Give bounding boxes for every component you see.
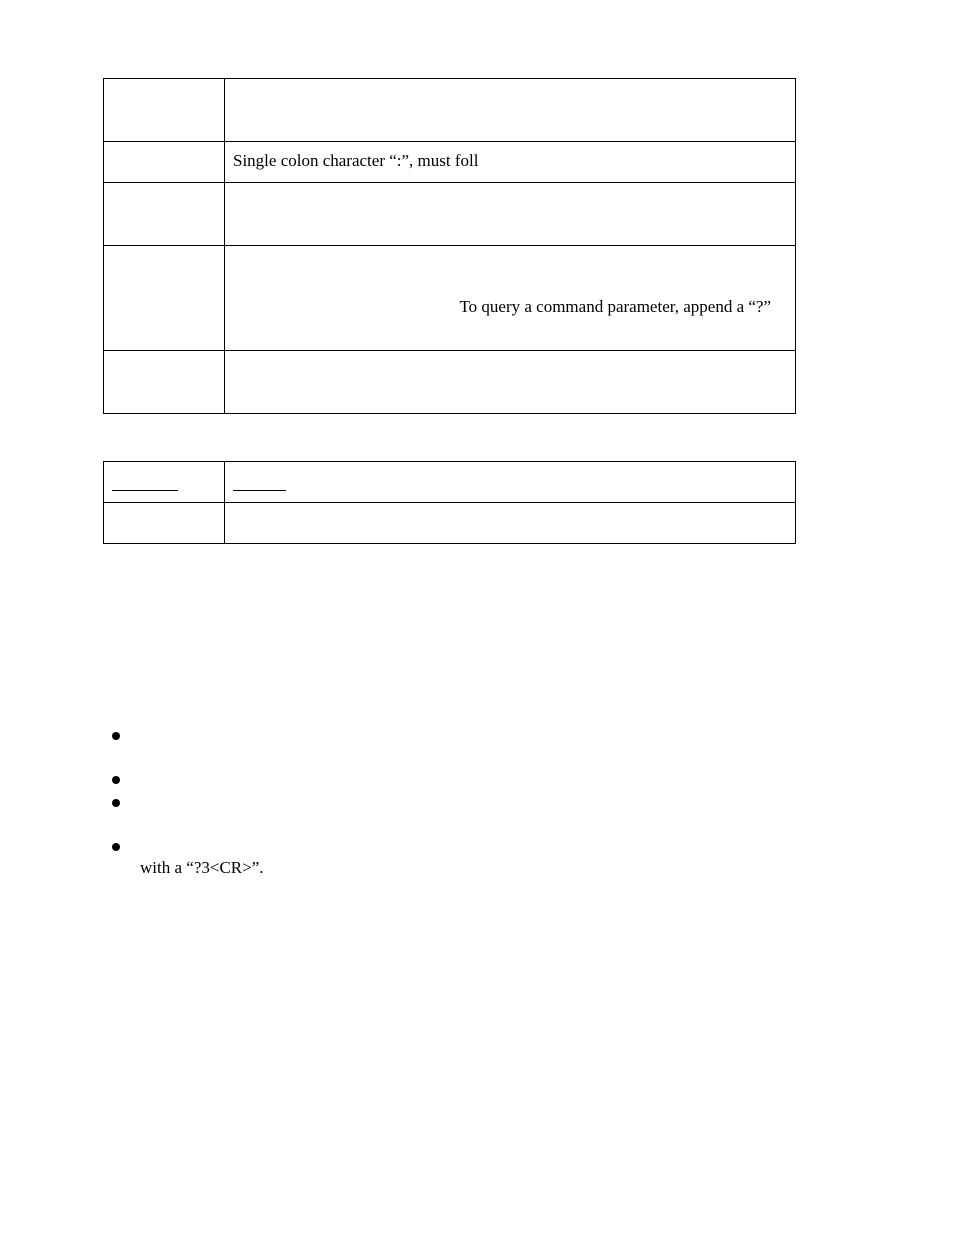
bullet-icon (112, 843, 120, 851)
column-header-underline (233, 471, 286, 491)
table-cell (104, 351, 225, 414)
table-cell (225, 183, 796, 246)
table-cell (104, 246, 225, 351)
query-description: To query a command parameter, append a “?” (459, 297, 771, 316)
table-cell (225, 351, 796, 414)
table-cell (104, 503, 225, 544)
table-header-cell (225, 462, 796, 503)
bullet-icon (112, 776, 120, 784)
table-row (104, 79, 796, 142)
table-cell (225, 246, 796, 351)
table-cell (104, 79, 225, 142)
table-cell (225, 79, 796, 142)
response-table (103, 461, 796, 544)
colon-description: Single colon character “:”, must foll (233, 151, 479, 170)
table-cell (225, 503, 796, 544)
table-cell (225, 142, 796, 183)
bullet-text: with a “?3<CR>”. (140, 858, 264, 877)
table-row (104, 503, 796, 544)
table-header-row (104, 462, 796, 503)
command-syntax-table (103, 78, 796, 414)
bullet-icon (112, 799, 120, 807)
table-header-cell (104, 462, 225, 503)
table-cell (104, 183, 225, 246)
bullet-icon (112, 732, 120, 740)
table-row (104, 183, 796, 246)
column-header-underline (112, 471, 178, 491)
table-cell (104, 142, 225, 183)
table-row (104, 142, 796, 183)
table-row (104, 351, 796, 414)
table-row (104, 246, 796, 351)
